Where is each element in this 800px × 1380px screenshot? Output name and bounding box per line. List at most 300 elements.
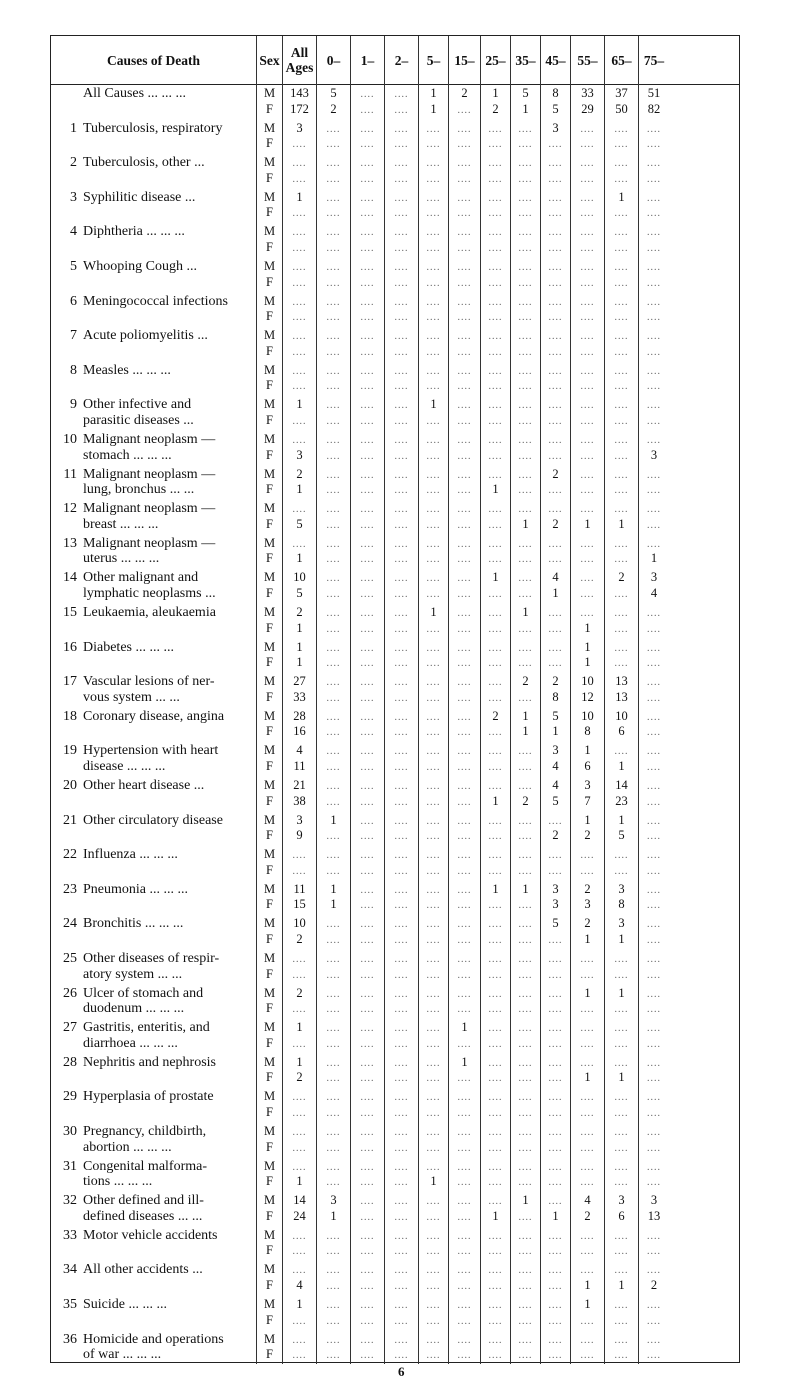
age-group-value: .... [457, 1127, 472, 1138]
age-group-value: .... [647, 796, 661, 808]
age-group-value: .... [614, 850, 629, 862]
age-group-value: .... [488, 1038, 503, 1050]
age-group-value: .... [518, 573, 533, 585]
age-group-value: .... [394, 1057, 409, 1069]
age-group-value: .... [488, 277, 503, 289]
table-row [51, 361, 739, 396]
age-group-value: .... [360, 1107, 375, 1119]
age-group-value: 1 [522, 516, 529, 531]
age-group-value: .... [614, 277, 629, 289]
age-group-value: .... [326, 504, 341, 516]
age-group-value: 1 [430, 101, 437, 116]
age-group-cell [419, 153, 449, 188]
all-ages-cell [283, 1226, 317, 1261]
age-group-value: .... [614, 469, 629, 481]
age-group-value: 3 [650, 447, 658, 462]
age-group-value: .... [580, 1315, 595, 1327]
age-group-value: .... [426, 469, 441, 481]
sex-cell [257, 1087, 283, 1122]
age-group-value: .... [394, 262, 409, 273]
age-group-cell [605, 1260, 639, 1295]
cause-label-line: Vascular lesions of ner- [83, 674, 215, 690]
age-group-value: .... [614, 1265, 629, 1277]
cause-number: 17 [63, 674, 77, 690]
age-group-value: .... [614, 262, 629, 273]
cause-label-line: Malignant neoplasm — [83, 501, 216, 517]
age-group-value: .... [548, 1196, 563, 1208]
age-group-value: .... [426, 450, 441, 462]
age-group-cell [605, 880, 639, 915]
age-group-value: 1 [522, 1193, 529, 1208]
age-group-cell [351, 292, 385, 327]
age-group-cell [511, 1157, 541, 1192]
age-group-value: .... [580, 1127, 595, 1138]
age-group-cell [317, 638, 351, 673]
age-group-value: .... [394, 312, 409, 324]
age-group-value: .... [580, 1177, 595, 1189]
age-group-value: .... [647, 312, 661, 324]
age-group-value: 5 [552, 101, 559, 116]
all-ages-value: 5 [296, 585, 303, 600]
age-group-cell [419, 603, 449, 638]
cause-number: 10 [63, 432, 77, 447]
cause-number: 13 [63, 535, 77, 551]
age-group-value: 1 [522, 101, 529, 116]
age-group-value: .... [426, 573, 441, 585]
age-group-value: .... [614, 1107, 629, 1119]
age-group-cell [605, 568, 639, 603]
age-group-value: .... [326, 623, 341, 635]
age-group-value: .... [394, 761, 409, 773]
age-group-cell [605, 257, 639, 292]
age-group-value: 5 [552, 793, 559, 808]
table-row [51, 499, 739, 534]
table-row [51, 1295, 739, 1330]
age-group-value: .... [614, 554, 629, 566]
age-group-value: .... [426, 415, 441, 427]
sex-value: F [266, 136, 273, 151]
age-group-value: .... [580, 415, 595, 427]
sex-cell [257, 776, 283, 811]
age-group-value: 5 [330, 86, 337, 100]
age-group-cell [511, 845, 541, 880]
cause-label [83, 294, 228, 310]
age-group-cell [385, 776, 419, 811]
sex-cell [257, 534, 283, 569]
age-group-value: .... [326, 1230, 341, 1242]
sex-value: F [266, 655, 273, 670]
age-group-cell [449, 326, 481, 361]
age-group-value: .... [394, 815, 409, 827]
age-group-value: .... [394, 485, 409, 497]
cause-number [57, 86, 77, 102]
age-group-value: 3 [552, 897, 559, 912]
age-group-value: .... [488, 504, 503, 516]
age-group-value: .... [647, 400, 661, 412]
age-group-value: .... [360, 1057, 375, 1069]
age-group-value: .... [326, 608, 341, 619]
age-group-value: 1 [618, 1277, 625, 1292]
sex-value: F [266, 828, 273, 843]
age-group-cell [511, 361, 541, 396]
cause-cell [51, 811, 257, 846]
age-group-value: .... [326, 727, 341, 739]
age-group-value: .... [457, 711, 472, 723]
age-group-value: .... [326, 1280, 341, 1292]
cause-cell [51, 84, 257, 119]
age-group-value: .... [518, 623, 533, 635]
age-group-value: .... [580, 139, 595, 151]
age-group-cell [639, 119, 669, 154]
age-group-value: .... [394, 954, 409, 965]
age-group-cell [317, 1018, 351, 1053]
age-group-value: 6 [584, 758, 591, 773]
age-group-value: .... [326, 781, 341, 792]
age-group-cell [351, 568, 385, 603]
age-group-value: .... [394, 1334, 409, 1346]
age-group-value: .... [488, 1300, 503, 1311]
age-group-cell [449, 1260, 481, 1295]
cause-number: 27 [63, 1020, 77, 1036]
age-group-value: .... [548, 1023, 563, 1035]
age-group-value: .... [394, 104, 409, 116]
all-ages-value: .... [292, 331, 307, 343]
all-ages-value: 15 [293, 897, 306, 912]
age-group-value: .... [326, 296, 341, 308]
age-group-value: .... [426, 746, 441, 758]
age-group-value: .... [518, 969, 533, 981]
age-group-value: .... [457, 573, 472, 585]
age-group-value: 6 [618, 724, 625, 739]
header-age-group-label: 2– [394, 52, 409, 68]
age-group-value: 10 [615, 708, 628, 723]
age-group-value: 3 [330, 1193, 337, 1208]
age-group-cell [605, 119, 639, 154]
sex-cell [257, 949, 283, 984]
sex-value: M [263, 328, 276, 343]
age-group-value: .... [426, 227, 441, 239]
age-group-value: .... [647, 1230, 661, 1242]
age-group-value: .... [518, 831, 533, 843]
age-group-value: 3 [552, 881, 559, 896]
age-group-cell [317, 741, 351, 776]
age-group-value: .... [488, 969, 503, 981]
age-group-value: .... [326, 711, 341, 723]
age-group-cell [317, 257, 351, 292]
age-group-value: .... [647, 381, 661, 393]
age-group-value: 1 [618, 812, 625, 827]
age-group-value: 3 [584, 778, 591, 792]
age-group-cell [571, 568, 605, 603]
age-group-value: .... [647, 884, 661, 896]
age-group-cell [419, 499, 449, 534]
age-group-value: .... [394, 969, 409, 981]
age-group-value: .... [457, 623, 472, 635]
age-group-cell [481, 1260, 511, 1295]
cause-label-line: Nephritis and nephrosis [83, 1054, 216, 1070]
age-group-value: .... [647, 642, 661, 654]
age-group-value: .... [394, 89, 409, 100]
header-age-group-label: 5– [426, 52, 441, 68]
age-group-cell [449, 811, 481, 846]
sex-value: M [263, 259, 276, 273]
sex-cell [257, 672, 283, 707]
age-group-value: .... [457, 988, 472, 1000]
age-group-cell [317, 1053, 351, 1088]
cause-label [83, 155, 205, 171]
age-group-value: .... [488, 415, 503, 427]
all-ages-cell [283, 119, 317, 154]
all-ages-value: .... [292, 139, 307, 151]
all-ages-value: .... [292, 381, 307, 393]
age-group-cell [605, 776, 639, 811]
age-group-cell [571, 1330, 605, 1365]
cause-label-line: defined diseases ... ... [83, 1208, 203, 1224]
age-group-cell [639, 534, 669, 569]
all-ages-cell [283, 1053, 317, 1088]
age-group-value: .... [326, 1300, 341, 1311]
age-group-cell [511, 568, 541, 603]
age-group-value: .... [614, 746, 629, 758]
age-group-value: 3 [552, 120, 559, 135]
age-group-value: .... [326, 642, 341, 654]
cause-label [83, 640, 174, 656]
age-group-cell [511, 119, 541, 154]
age-group-cell [385, 949, 419, 984]
table-row [51, 465, 739, 500]
age-group-value: .... [457, 865, 472, 877]
age-group-cell [317, 776, 351, 811]
table-row [51, 430, 739, 465]
age-group-value: .... [426, 919, 441, 931]
cause-number: 21 [63, 812, 77, 828]
age-group-cell [481, 949, 511, 984]
age-group-value: .... [326, 1315, 341, 1327]
age-group-cell [605, 1157, 639, 1192]
age-group-cell [351, 1191, 385, 1226]
cause-number: 36 [63, 1331, 77, 1347]
age-group-value: .... [426, 884, 441, 896]
age-group-value: .... [360, 1350, 375, 1362]
age-group-cell [639, 776, 669, 811]
age-group-value: .... [426, 1350, 441, 1362]
age-group-cell [605, 499, 639, 534]
age-group-cell [317, 1295, 351, 1330]
age-group-cell [419, 188, 449, 223]
age-group-cell [571, 741, 605, 776]
age-group-value: .... [647, 1334, 661, 1346]
age-group-value: .... [488, 296, 503, 308]
age-group-value: .... [488, 227, 503, 239]
age-group-value: .... [326, 554, 341, 566]
all-ages-value: .... [292, 262, 307, 273]
age-group-value: .... [614, 1057, 629, 1069]
all-ages-value: .... [292, 415, 307, 427]
age-group-value: .... [518, 1177, 533, 1189]
table-row [51, 880, 739, 915]
cause-label [83, 363, 171, 379]
cause-label-line: lymphatic neoplasms ... [83, 585, 216, 601]
age-group-value: .... [488, 1107, 503, 1119]
age-group-value: .... [614, 1004, 629, 1016]
age-group-cell [571, 188, 605, 223]
all-ages-value: 28 [293, 708, 306, 723]
age-group-value: .... [647, 1073, 661, 1085]
age-group-value: .... [457, 104, 472, 116]
cause-cell [51, 222, 257, 257]
age-group-value: .... [580, 1230, 595, 1242]
age-group-value: .... [457, 1196, 472, 1208]
all-ages-cell [283, 257, 317, 292]
age-group-value: 1 [584, 620, 591, 635]
age-group-value: .... [647, 1023, 661, 1035]
age-group-cell [571, 395, 605, 430]
age-group-cell [605, 672, 639, 707]
cause-label-line: Influenza ... ... ... [83, 847, 178, 863]
age-group-value: .... [647, 538, 661, 550]
age-group-value: .... [647, 1057, 661, 1069]
age-group-value: .... [548, 139, 563, 151]
age-group-value: .... [360, 815, 375, 827]
age-group-value: .... [360, 1211, 375, 1223]
age-group-value: .... [580, 450, 595, 462]
cause-label-line: Pregnancy, childbirth, [83, 1124, 207, 1139]
age-group-cell [605, 845, 639, 880]
age-group-cell [317, 845, 351, 880]
age-group-value: .... [326, 1092, 341, 1104]
all-ages-value: .... [292, 1004, 307, 1016]
age-group-value: .... [457, 658, 472, 670]
age-group-value: .... [548, 277, 563, 289]
age-group-value: 2 [461, 86, 468, 100]
age-group-value: .... [580, 1142, 595, 1154]
all-ages-value: 1 [296, 1054, 303, 1069]
age-group-value: .... [488, 831, 503, 843]
cause-label-line: Syphilitic disease ... [83, 189, 196, 205]
age-group-value: .... [614, 1038, 629, 1050]
age-group-value: .... [457, 158, 472, 170]
age-group-value: .... [457, 1350, 472, 1362]
all-ages-cell [283, 603, 317, 638]
age-group-value: .... [548, 954, 563, 965]
age-group-cell [571, 84, 605, 119]
age-group-value: .... [647, 746, 661, 758]
age-group-value: .... [488, 538, 503, 550]
age-group-value: .... [326, 1023, 341, 1035]
age-group-value: 1 [584, 655, 591, 670]
age-group-value: .... [647, 1161, 661, 1173]
sex-value: M [263, 86, 276, 100]
age-group-value: .... [548, 1265, 563, 1277]
age-group-value: 1 [584, 812, 591, 827]
all-ages-value: .... [292, 969, 307, 981]
all-ages-value: .... [292, 208, 307, 220]
age-group-value: .... [426, 1196, 441, 1208]
cause-label-line: Malignant neoplasm — [83, 466, 216, 482]
cause-cell [51, 603, 257, 638]
header-age-group-label: 15– [454, 52, 475, 68]
age-group-value: .... [457, 781, 472, 792]
age-group-cell [419, 741, 449, 776]
all-ages-cell [283, 1087, 317, 1122]
all-ages-value: .... [292, 1230, 307, 1242]
all-ages-value: .... [292, 1265, 307, 1277]
age-group-cell [317, 1157, 351, 1192]
age-group-value: .... [394, 1127, 409, 1138]
age-group-value: .... [326, 1057, 341, 1069]
age-group-value: .... [647, 934, 661, 946]
age-group-cell [571, 222, 605, 257]
age-group-value: .... [580, 1107, 595, 1119]
age-group-value: .... [647, 158, 661, 170]
age-group-value: .... [394, 1230, 409, 1242]
age-group-value: .... [518, 485, 533, 497]
age-group-cell [481, 741, 511, 776]
cause-number: 3 [70, 189, 77, 205]
all-ages-value: .... [292, 954, 307, 965]
age-group-value: .... [614, 1092, 629, 1104]
all-ages-value: .... [292, 1350, 307, 1362]
cause-cell [51, 1191, 257, 1226]
sex-cell [257, 1226, 283, 1261]
age-group-cell [419, 914, 449, 949]
all-ages-cell [283, 534, 317, 569]
age-group-cell [385, 499, 419, 534]
age-group-value: .... [426, 1161, 441, 1173]
age-group-value: .... [394, 781, 409, 792]
age-group-value: .... [426, 1300, 441, 1311]
age-group-value: .... [360, 346, 375, 358]
age-group-cell [639, 222, 669, 257]
age-group-cell [571, 603, 605, 638]
age-group-cell [639, 292, 669, 327]
age-group-cell [639, 1087, 669, 1122]
age-group-value: .... [360, 277, 375, 289]
age-group-cell [639, 707, 669, 742]
age-group-value: .... [360, 227, 375, 239]
age-group-cell [419, 430, 449, 465]
age-group-value: .... [360, 400, 375, 412]
age-group-value: .... [457, 815, 472, 827]
age-group-value: .... [457, 746, 472, 758]
cause-label [83, 259, 197, 275]
age-group-value: .... [488, 365, 503, 377]
all-ages-value: .... [292, 1334, 307, 1346]
sex-value: M [263, 535, 276, 550]
age-group-value: .... [360, 331, 375, 343]
cause-cell [51, 880, 257, 915]
age-group-value: .... [518, 1142, 533, 1154]
age-group-cell [605, 707, 639, 742]
age-group-cell [419, 1122, 449, 1157]
age-group-value: .... [426, 123, 441, 135]
age-group-value: .... [326, 242, 341, 254]
sex-value: M [263, 432, 276, 446]
age-group-value: .... [360, 89, 375, 100]
age-group-value: .... [647, 711, 661, 723]
age-group-value: .... [326, 519, 341, 531]
cause-cell [51, 395, 257, 430]
age-group-cell [481, 1330, 511, 1365]
age-group-cell [385, 326, 419, 361]
age-group-value: .... [548, 1057, 563, 1069]
age-group-cell [541, 395, 571, 430]
age-group-value: .... [360, 296, 375, 308]
sex-value: F [266, 966, 273, 981]
age-group-cell [449, 672, 481, 707]
sex-value: F [266, 1035, 273, 1050]
age-group-cell [541, 568, 571, 603]
